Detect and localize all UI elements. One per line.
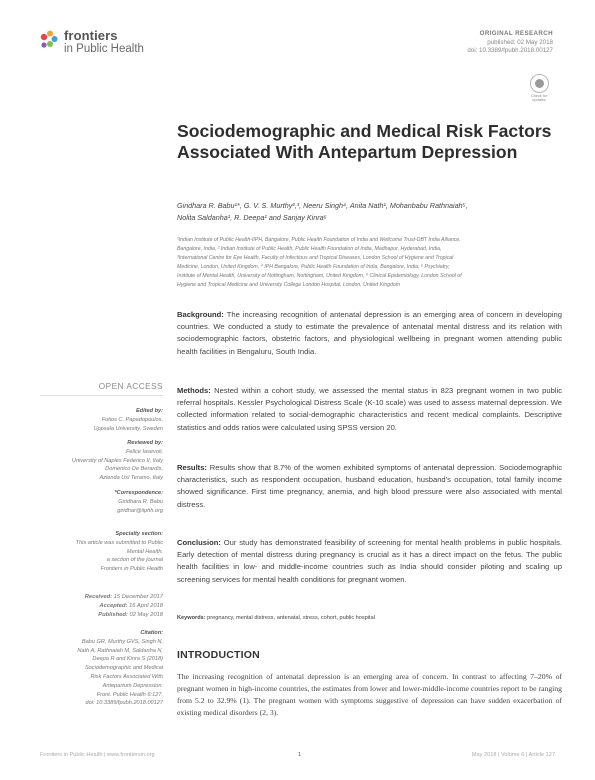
citation-line: Risk Factors Associated With	[90, 673, 163, 680]
reviewer-line: Azienda Usl Teramo, Italy	[99, 475, 163, 482]
citation-line: Nath A, Rathnaiah M, Saldanha N,	[77, 647, 163, 654]
reviewed-by-label: Reviewed by:	[127, 440, 163, 446]
journal-logo[interactable]	[38, 27, 168, 67]
published-label: Published:	[98, 612, 128, 618]
methods-label: Methods:	[177, 386, 211, 395]
published-date: published: 02 May 2018	[487, 38, 553, 46]
footer-journal[interactable]: Frontiers in Public Health | www.frontiersin.org	[40, 752, 155, 758]
authors-line: Nolita Saldanha¹, R. Deepa¹ and Sanjay Kinra⁶	[177, 213, 327, 222]
correspondence-email[interactable]: giridhar@iiphh.org	[117, 507, 163, 514]
authors-line: Giridhara R. Babu¹*, G. V. S. Murthy²,³, Neeru Singh⁴, Anita Nath¹, Mohanbabu Rathnaiah⁵,	[177, 201, 468, 210]
reviewer-line: Felice Iasevoli,	[126, 448, 163, 455]
accepted-value: 16 April 2018	[127, 603, 163, 609]
conclusion-text: Our study has demonstrated feasibility of screening for mental health problems in public hospitals. Early detection of mental distress during pregnancy is crucial as it has a direct impact on the fetus. The public health facilities in low- and middle-income countries such as India should consider piloting and scaling up screening services for mental health conditions for pregnant women.	[177, 538, 562, 584]
citation-doi[interactable]: doi: 10.3389/fpubh.2018.00127	[85, 700, 163, 707]
specialty-line: Mental Health,	[126, 548, 163, 555]
affiliation-line: Hygiene and Tropical Medicine and University College London Hospital, London, United Kingdom	[177, 282, 401, 288]
abstract-background	[177, 309, 562, 358]
sidebar-divider	[40, 395, 163, 396]
citation	[40, 629, 163, 708]
results-text: Results show that 8.7% of the women exhibited symptoms of antenatal depression. Sociodemographic characteristics, such as respondent occupation, husband education, husband's occupation, total family income showed significance. First time pregnancy, anemia, and high blood pressure were also associated with mental distress.	[177, 463, 562, 509]
affiliation-line: Bangalore, India, ² Indian Institute of Public Health, Public Health Foundation of India, Madhapur, Hyderabad, India,	[177, 246, 442, 252]
citation-line: Sociodemographic and Medical	[84, 665, 163, 672]
abstract-results	[177, 462, 562, 511]
accepted-label: Accepted:	[99, 603, 128, 609]
keywords-label: Keywords:	[177, 615, 206, 621]
page-number: 1	[298, 752, 302, 758]
affiliation-line: ¹Indian Institute of Public Health-IIPH, Bangalore, Public Health Foundation of India and Wellcome Trust-DBT India Alliance,	[177, 237, 461, 243]
background-text: The increasing recognition of antenatal depression is an emerging area of concern in developing countries. We conducted a study to estimate the prevalence of antenatal mental distress and its relation with sociodemographic factors, obstetric factors, and physiological wellbeing in pregnant women attending public health facilities in Bengaluru, South India.	[177, 310, 562, 356]
specialty-line: Frontiers in Public Health	[100, 566, 163, 573]
citation-line: Antepartum Depression.	[102, 682, 163, 689]
doi-link[interactable]: doi: 10.3389/fpubh.2018.00127	[467, 47, 553, 55]
logo-journal-name: in Public Health	[64, 43, 144, 55]
specialty-label: Specialty section:	[115, 531, 163, 537]
editor-line: Uppsala University, Sweden	[93, 425, 163, 432]
badge-label: Check for updates	[530, 94, 548, 103]
check-updates-icon	[530, 74, 549, 93]
citation-line: Front. Public Health 6:127.	[96, 691, 163, 698]
citation-line: Deepa R and Kinra S (2018)	[92, 656, 163, 663]
received-date	[40, 593, 163, 602]
keywords-text: pregnancy, mental distress, antenatal, stress, cohort, public hospital	[205, 615, 375, 621]
author-list	[177, 200, 562, 224]
article-type: ORIGINAL RESEARCH	[479, 30, 553, 37]
received-value: 15 December 2017	[112, 594, 163, 600]
introduction-heading: INTRODUCTION	[177, 649, 260, 661]
frontiers-logo-icon	[38, 29, 60, 51]
background-label: Background:	[177, 310, 224, 319]
keywords	[177, 615, 562, 621]
results-label: Results:	[177, 463, 207, 472]
article-dates	[40, 593, 163, 620]
correspondence-label: *Correspondence:	[114, 490, 163, 496]
introduction-paragraph: The increasing recognition of antenatal depression is an emerging area of concern. In contrast to affecting 7–20% of pregnant women in high-income countries, the estimates from lower and lower-middle-income countries report to be ranging from 5.2 to 32.9% (1). The pregnant women with symptoms suggestive of depression can have sudden exacerbation of existing medical disorders (2, 3).	[177, 672, 562, 717]
methods-text: Nested within a cohort study, we assessed the mental status in 823 pregnant women in two public referral hospitals. Kessler Psychological Distress Scale (K-10 scale) was used to assess maternal depression. We collected information related to social-demographic characteristics and recent medical complaints. Descriptive statistics and odds ratios were calculated using SPSS version 20.	[177, 386, 562, 432]
check-for-updates-badge[interactable]	[527, 74, 551, 104]
open-access-label: OPEN ACCESS	[98, 382, 163, 391]
published-value: 02 May 2018	[127, 612, 163, 618]
footer-issue: May 2018 | Volume 6 | Article 127	[471, 752, 555, 758]
correspondence-name: Giridhara R. Babu	[118, 498, 163, 505]
correspondence	[40, 489, 163, 515]
affiliation-line: ³International Centre for Eye Health, Faculty of Infectious and Tropical Diseases, London School of Hygiene and Tropical	[177, 255, 454, 261]
edited-by-label: Edited by:	[135, 408, 163, 414]
reviewer-line: Domenico De Berardis,	[105, 466, 163, 473]
affiliation-line: Medicine, London, United Kingdom, ⁴ IPH Bangalore, Public Health Foundation of India, Bangalore, India, ⁵ Psychiatry,	[177, 264, 450, 270]
citation-label: Citation:	[140, 630, 163, 636]
citation-line: Babu GR, Murthy GVS, Singh N,	[81, 638, 163, 645]
abstract-conclusion	[177, 537, 562, 586]
conclusion-label: Conclusion:	[177, 538, 221, 547]
specialty-section	[40, 530, 163, 574]
reviewer-line: University of Naples Federico II, Italy	[71, 457, 163, 464]
received-label: Received:	[84, 594, 113, 600]
abstract-methods	[177, 385, 562, 434]
edited-by	[40, 407, 163, 433]
reviewed-by	[40, 439, 163, 483]
specialty-line: a section of the journal	[106, 557, 163, 564]
logo-wordmark: frontiers	[64, 28, 118, 43]
affiliation-line: Institute of Mental Health, University of Nottingham, Nottingham, United Kingdom, ⁶ Clinical Epidemiology, London School of	[177, 273, 462, 279]
article-title: Sociodemographic and Medical Risk Factors Associated With Antepartum Depression	[177, 121, 552, 162]
affiliations	[177, 236, 562, 290]
article-meta	[467, 30, 553, 56]
published-date-side	[40, 611, 163, 620]
accepted-date	[40, 602, 163, 611]
editor-line: Fotios C. Papadopoulos,	[101, 416, 163, 423]
specialty-line: This article was submitted to Public	[75, 539, 163, 546]
